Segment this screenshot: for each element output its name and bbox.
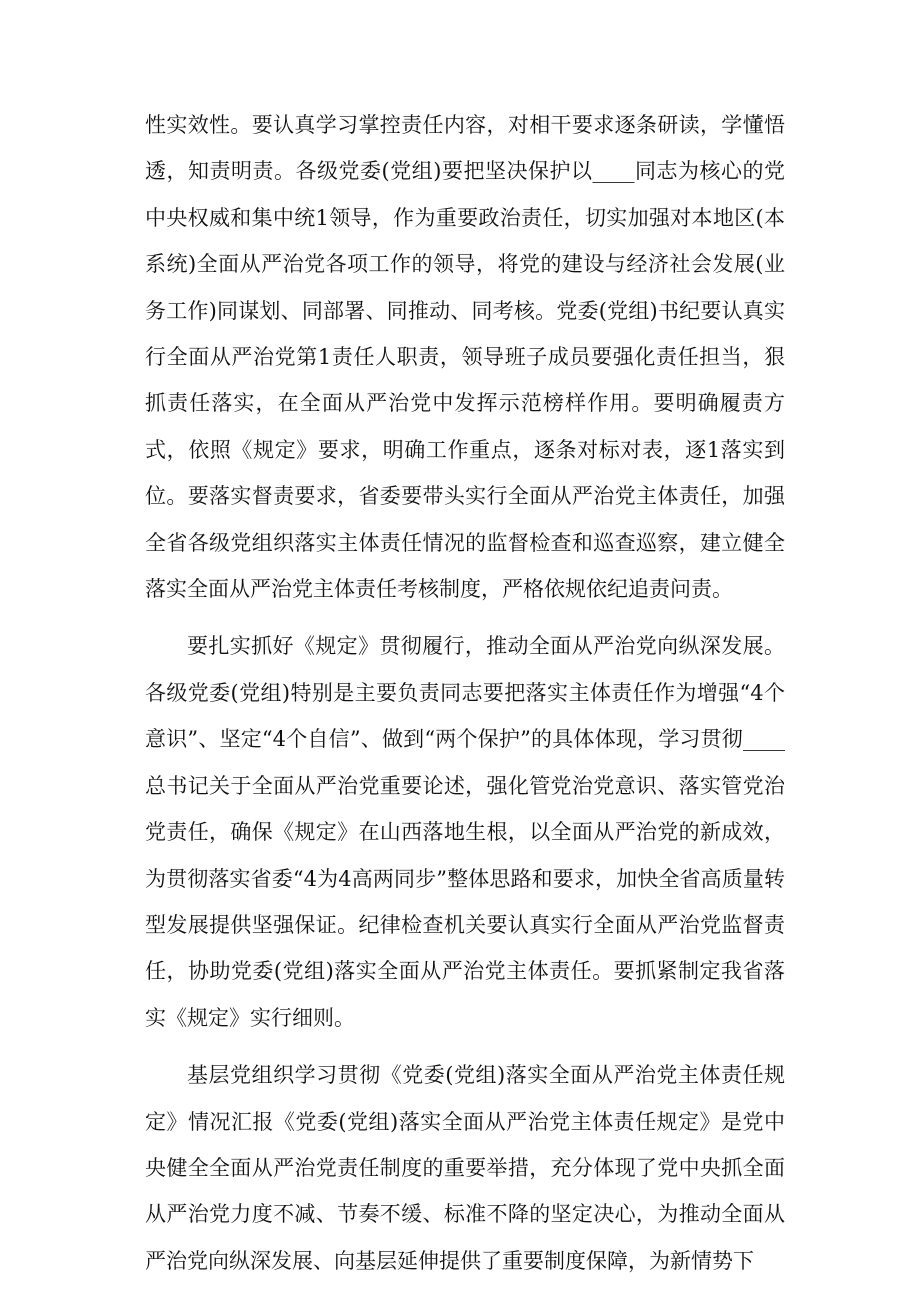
- document-body: [145, 102, 785, 1284]
- paragraph-3: 基层党组织学习贯彻《党委(党组)落实全面从严治党主体责任规定》情况汇报《党委(党组)落实全面从严治党主体责任规定》是党中央健全全面从严治党责任制度的重要举措，充分体现了党中央抓全面从严治党力度不减、节奏不缓、标准不降的坚定决心，为推动全面从严治党向纵深发展、向基层延伸提供了重要制度保障，为新情势下: [145, 1063, 785, 1273]
- paragraph-2: 要扎实抓好《规定》贯彻履行，推动全面从严治党向纵深发展。各级党委(党组)特别是主要负责同志要把落实主体责任作为增强“4个意识”、坚定“4个自信”、做到“两个保护”的具体体现，学习贯彻____总书记关于全面从严治党重要论述，强化管党治党意识、落实管党治党责任，确保《规定》在山西落地生根，以全面从严治党的新成效，为贯彻落实省委“4为4高两同步”整体思路和要求，加快全省高质量转型发展提供坚强保证。纪律检查机关要认真实行全面从严治党监督责任，协助党委(党组)落实全面从严治党主体责任。要抓紧制定我省落实《规定》实行细则。: [145, 634, 785, 1030]
- paragraph-1: 性实效性。要认真学习掌控责任内容，对相干要求逐条研读，学懂悟透，知责明责。各级党委(党组)要把坚决保护以____同志为核心的党中央权威和集中统1领导，作为重要政治责任，切实加强对本地区(本系统)全面从严治党各项工作的领导，将党的建设与经济社会发展(业务工作)同谋划、同部署、同推动、同考核。党委(党组)书纪要认真实行全面从严治党第1责任人职责，领导班子成员要强化责任担当，狠抓责任落实，在全面从严治党中发挥示范榜样作用。要明确履责方式，依照《规定》要求，明确工作重点，逐条对标对表，逐1落实到位。要落实督责要求，省委要带头实行全面从严治党主体责任，加强全省各级党组织落实主体责任情况的监督检查和巡查巡察，建立健全落实全面从严治党主体责任考核制度，严格依规依纪追责问责。: [145, 113, 785, 602]
